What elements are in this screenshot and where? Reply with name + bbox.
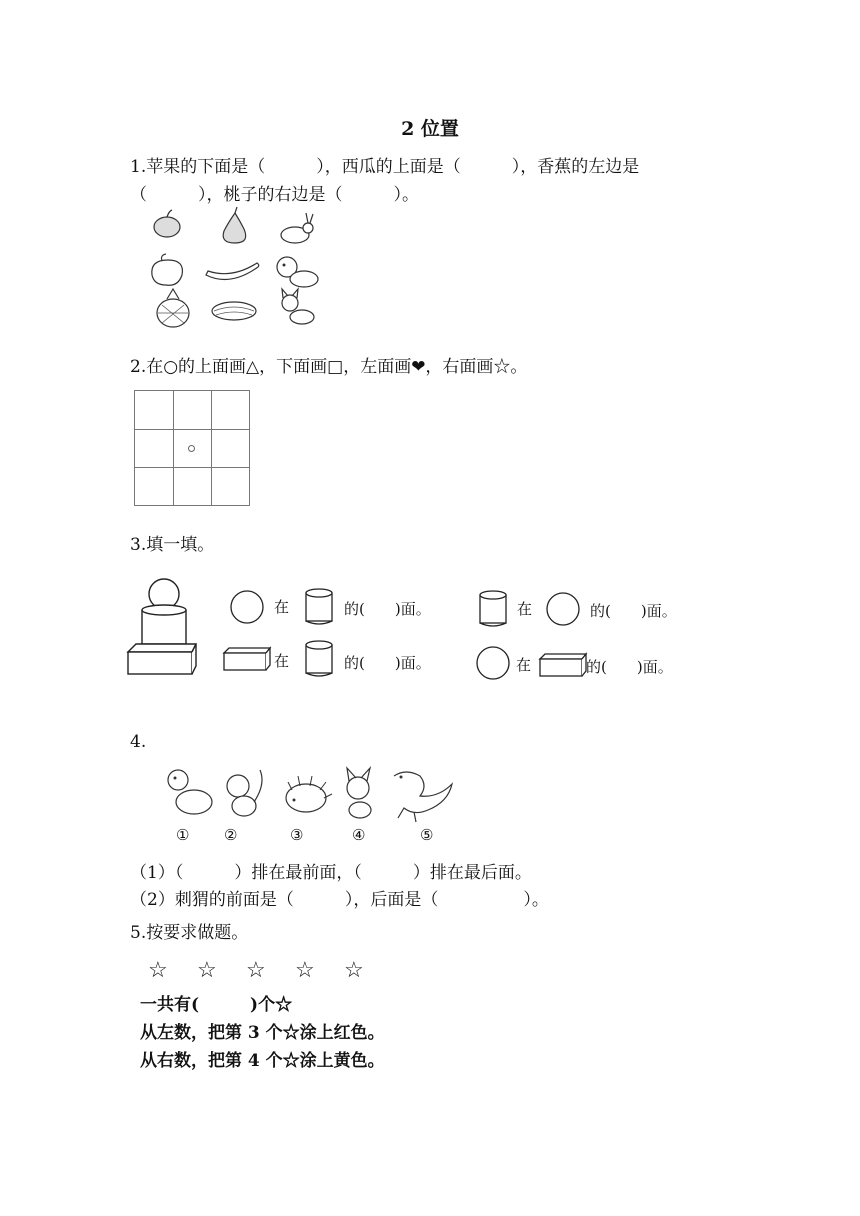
fill-blank-text: 的( )面。 <box>344 654 431 672</box>
animal-row-picture <box>158 764 458 826</box>
drawing-grid <box>134 390 250 506</box>
fill-blank-text: 的( )面。 <box>344 600 431 618</box>
q5-label: 5.按要求做题。 <box>130 923 249 943</box>
q1-line2: （ ），桃子的右边是（ ）。 <box>130 185 419 205</box>
q4-sub2: （2）刺猬的前面是（ ），后面是（ ）。 <box>130 890 549 910</box>
word-zai: 在 <box>274 652 290 670</box>
box-icon <box>222 646 272 672</box>
peach-icon <box>152 254 183 285</box>
q5-line2: 从左数，把第 3 个☆涂上红色。 <box>140 1023 385 1043</box>
banana-icon <box>206 263 259 280</box>
apple-icon <box>154 210 180 237</box>
number-4: ④ <box>352 826 366 844</box>
word-zai: 在 <box>517 600 533 618</box>
dinosaur-icon <box>394 772 452 822</box>
number-2: ② <box>224 826 238 844</box>
q4-label: 4. <box>130 732 147 752</box>
box-icon <box>538 652 588 678</box>
q5-line3: 从右数，把第 4 个☆涂上黄色。 <box>140 1051 385 1071</box>
fox-icon <box>282 289 314 324</box>
watermelon-icon <box>212 302 256 320</box>
box-icon <box>128 644 196 674</box>
cylinder-icon <box>142 605 186 648</box>
fruit-animal-picture <box>140 205 340 335</box>
circle-icon <box>546 592 582 626</box>
number-1: ① <box>176 826 190 844</box>
q3-label: 3.填一填。 <box>130 535 215 555</box>
dog-icon <box>168 770 212 814</box>
cylinder-icon <box>478 590 508 628</box>
circle-icon <box>230 590 266 624</box>
dog-icon <box>277 257 318 287</box>
page-title: 2 位置 <box>401 118 459 140</box>
pear-icon <box>223 207 246 243</box>
fill-blank-text: 的( )面。 <box>586 658 673 676</box>
cylinder-icon <box>304 588 334 626</box>
number-3: ③ <box>290 826 304 844</box>
q2-instruction: 2.在○的上面画△，下面画□，左面画❤，右面画☆。 <box>130 357 528 377</box>
word-zai: 在 <box>516 656 532 674</box>
q5-line1: 一共有( )个☆ <box>140 995 293 1015</box>
number-5: ⑤ <box>420 826 434 844</box>
star-icon: ☆ <box>295 958 315 983</box>
fill-blank-text: 的( )面。 <box>590 602 677 620</box>
q4-sub1: （1）（ ）排在最前面，（ ）排在最后面。 <box>130 863 532 883</box>
cylinder-icon <box>304 640 334 678</box>
monkey-icon <box>227 770 262 816</box>
star-icon: ☆ <box>246 958 266 983</box>
word-zai: 在 <box>274 598 290 616</box>
circle-icon <box>476 646 512 680</box>
star-icon: ☆ <box>148 958 168 983</box>
stacked-shapes <box>126 578 202 678</box>
fox-icon <box>347 768 371 818</box>
rabbit-icon <box>281 213 313 243</box>
pineapple-icon <box>157 289 189 327</box>
q1-line1: 1.苹果的下面是（ ），西瓜的上面是（ ），香蕉的左边是 <box>130 157 640 177</box>
star-icon: ☆ <box>197 958 217 983</box>
hedgehog-icon <box>286 776 332 812</box>
star-icon: ☆ <box>344 958 364 983</box>
circle-icon <box>188 445 195 452</box>
